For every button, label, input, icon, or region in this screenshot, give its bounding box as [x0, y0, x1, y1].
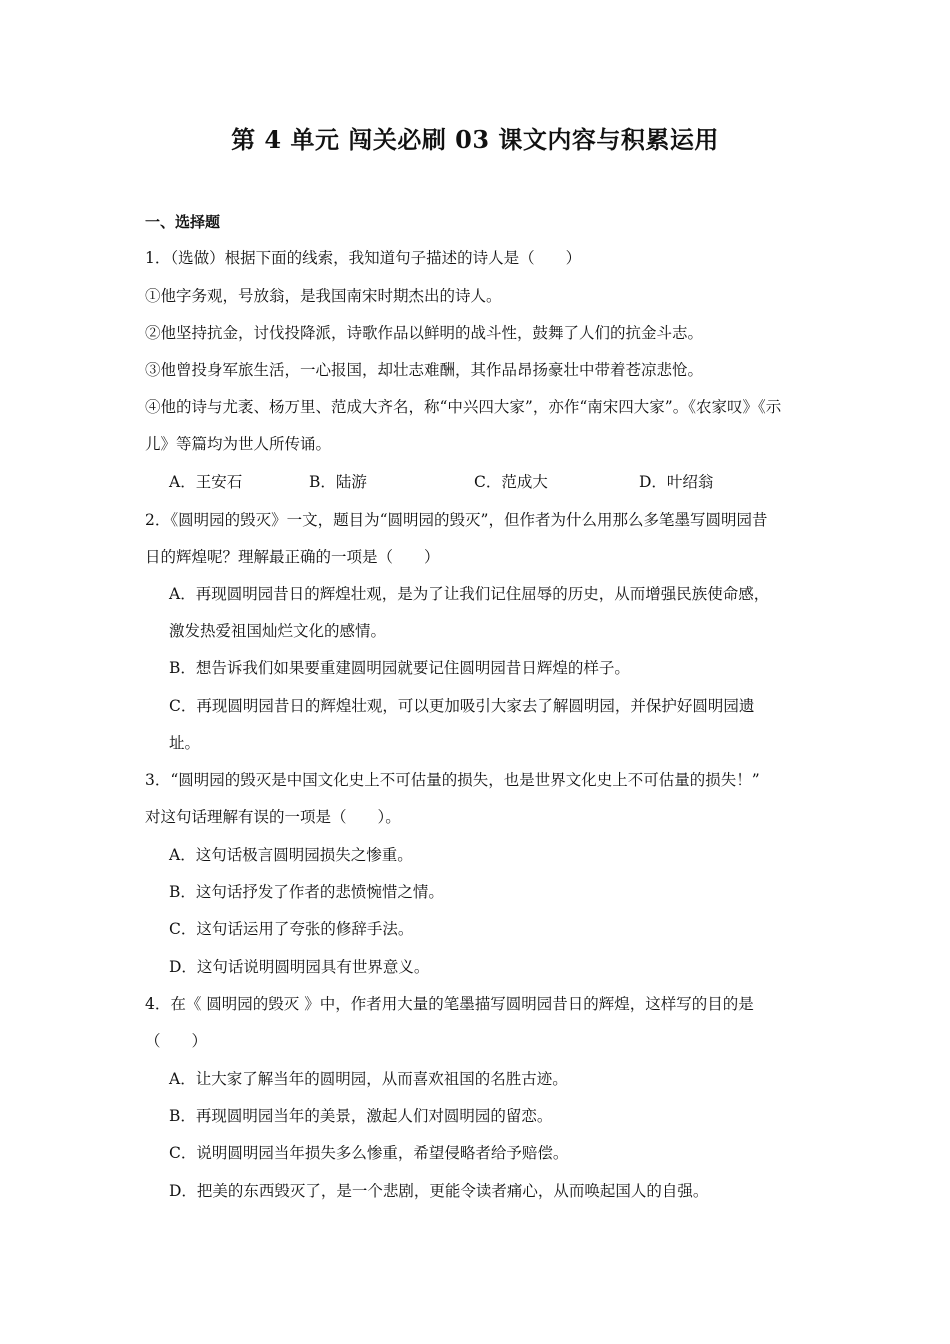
question-2-option-b[interactable]: B．想告诉我们如果要重建圆明园就要记住圆明园昔日辉煌的样子。 — [169, 659, 630, 677]
question-1-option-a[interactable]: A．王安石 — [169, 473, 243, 491]
question-3-option-a[interactable]: A．这句话极言圆明园损失之惨重。 — [169, 846, 413, 864]
question-1-clue-4-cont: 儿》等篇均为世人所传诵。 — [145, 435, 332, 453]
question-2-stem: 2．《圆明园的毁灭》一文，题目为“圆明园的毁灭”，但作者为什么用那么多笔墨写圆明园昔 — [145, 511, 768, 529]
question-1-clue-1: ①他字务观，号放翁，是我国南宋时期杰出的诗人。 — [145, 287, 502, 305]
question-1-clue-3: ③他曾投身军旅生活，一心报国，却壮志难酬，其作品昂扬豪壮中带着苍凉悲怆。 — [145, 361, 704, 379]
question-1-clue-2: ②他坚持抗金，讨伐投降派，诗歌作品以鲜明的战斗性，鼓舞了人们的抗金斗志。 — [145, 324, 704, 342]
question-3-option-b[interactable]: B．这句话抒发了作者的悲愤惋惜之情。 — [169, 883, 444, 901]
question-1-clue-4: ④他的诗与尤袤、杨万里、范成大齐名，称“中兴四大家”，亦作“南宋四大家”。《农家叹》《示 — [145, 398, 782, 416]
question-4-option-c[interactable]: C．说明圆明园当年损失多么惨重，希望侵略者给予赔偿。 — [169, 1144, 569, 1162]
question-4-option-d[interactable]: D．把美的东西毁灭了，是一个悲剧，更能令读者痛心，从而唤起国人的自强。 — [169, 1182, 709, 1200]
question-4-option-b[interactable]: B．再现圆明园当年的美景，激起人们对圆明园的留恋。 — [169, 1107, 553, 1125]
question-3-stem: 3．“圆明园的毁灭是中国文化史上不可估量的损失，也是世界文化史上不可估量的损失！” — [145, 771, 760, 789]
page-title: 第 4 单元 闯关必刷 03 课文内容与积累运用 — [231, 125, 719, 154]
question-2-option-c-cont: 址。 — [169, 734, 201, 752]
question-4-stem-cont: （ ） — [145, 1032, 208, 1050]
question-2-option-c[interactable]: C．再现圆明园昔日的辉煌壮观，可以更加吸引大家去了解圆明园，并保护好圆明园遗 — [169, 697, 755, 715]
question-1-option-c[interactable]: C．范成大 — [474, 473, 548, 491]
question-1-option-b[interactable]: B．陆游 — [309, 473, 367, 491]
question-2-option-a[interactable]: A．再现圆明园昔日的辉煌壮观，是为了让我们记住屈辱的历史，从而增强民族使命感， — [169, 585, 770, 603]
question-3-option-d[interactable]: D．这句话说明圆明园具有世界意义。 — [169, 958, 430, 976]
section-heading: 一、选择题 — [145, 213, 221, 231]
question-2-stem-cont: 日的辉煌呢？理解最正确的一项是（ ） — [145, 548, 440, 566]
question-4-option-a[interactable]: A．让大家了解当年的圆明园，从而喜欢祖国的名胜古迹。 — [169, 1070, 568, 1088]
question-2-option-a-cont: 激发热爱祖国灿烂文化的感情。 — [169, 622, 387, 640]
question-1-option-d[interactable]: D．叶绍翁 — [639, 473, 714, 491]
question-1-stem: 1．（选做）根据下面的线索，我知道句子描述的诗人是（ ） — [145, 249, 582, 267]
question-3-stem-cont: 对这句话理解有误的一项是（ ）。 — [145, 808, 401, 826]
question-3-option-c[interactable]: C．这句话运用了夸张的修辞手法。 — [169, 920, 414, 938]
question-4-stem: 4．在《 圆明园的毁灭 》中，作者用大量的笔墨描写圆明园昔日的辉煌，这样写的目的是 — [145, 995, 754, 1013]
